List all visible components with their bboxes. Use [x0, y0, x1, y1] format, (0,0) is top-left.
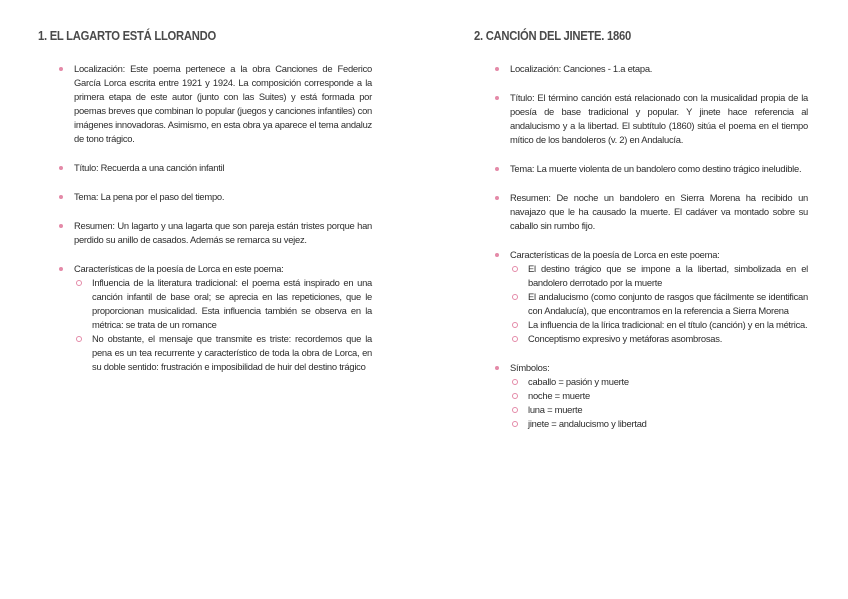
- sub-item-andalucismo: El andalucismo (como conjunto de rasgos que fácilmente se identifican con Andalucía), que encontramos en la referencia a Sierra Morena: [528, 291, 808, 316]
- left-column: [38, 28, 372, 389]
- symbol-luna: luna = muerte: [528, 403, 808, 417]
- section-title-lagarto: 1. EL LAGARTO ESTÁ LLORANDO: [38, 29, 216, 43]
- item-resumen: Resumen: De noche un bandolero en Sierra Morena ha recibido un navajazo que le ha causado la muerte. El cadáver va montado sobre su caballo sin rumbo fijo.: [510, 192, 808, 231]
- symbol-caballo: caballo = pasión y muerte: [528, 375, 808, 389]
- sub-item-conceptismo: Conceptismo expresivo y metáforas asombrosas.: [528, 332, 808, 346]
- bullet-list-jinete: [474, 62, 808, 431]
- item-tema: Tema: La pena por el paso del tiempo.: [74, 190, 372, 204]
- item-caracteristicas: [510, 248, 808, 346]
- item-tema: Tema: La muerte violenta de un bandolero como destino trágico ineludible.: [510, 162, 808, 176]
- sub-list-simbolos: [510, 375, 808, 431]
- item-localizacion: Localización: Canciones - 1.a etapa.: [510, 62, 808, 76]
- symbol-noche: noche = muerte: [528, 389, 808, 403]
- section-title-jinete: 2. CANCIÓN DEL JINETE. 1860: [474, 29, 631, 43]
- sub-item-influencia: Influencia de la literatura tradicional: el poema está inspirado en una canción infantil de base oral; se aprecia en las repeticiones, que le proporcionan musicalidad. Esta influencia también se observa en la métrica: se trata de un romance: [92, 277, 372, 330]
- caracteristicas-label: Características de la poesía de Lorca en este poema:: [510, 249, 720, 260]
- sub-item-mensaje: No obstante, el mensaje que transmite es triste: recordemos que la pena es un tea recurrente y característico de toda la obra de Lorca, en su doble sentido: frustración e imposibilidad de huir del destino trágico: [92, 333, 372, 372]
- sub-list-caracteristicas: [510, 262, 808, 346]
- item-resumen: Resumen: Un lagarto y una lagarta que son pareja están tristes porque han perdido su anillo de casados. Además se remarca su vejez.: [74, 220, 372, 245]
- item-caracteristicas: [74, 262, 372, 374]
- bullet-list-lagarto: [38, 62, 372, 374]
- item-simbolos: [510, 361, 808, 431]
- sub-list-caracteristicas: [74, 276, 372, 374]
- sub-item-lirica: La influencia de la lírica tradicional: en el título (canción) y en la métrica.: [528, 319, 808, 330]
- item-localizacion: Localización: Este poema pertenece a la obra Canciones de Federico García Lorca escrita entre 1921 y 1924. La composición corresponde a la primera etapa de este autor (junto con las Suites) y está formada por poemas breves que combinan lo popular (juegos y canciones infantiles) con imágenes innovadoras. Asimismo, en esta obra ya aparece el tema andaluz de tono trágico.: [74, 63, 372, 144]
- item-titulo: Título: Recuerda a una canción infantil: [74, 161, 372, 175]
- sub-item-destino: El destino trágico que se impone a la libertad, simbolizada en el bandolero derrotado por la muerte: [528, 263, 808, 288]
- right-column: [474, 28, 808, 446]
- item-titulo: Título: El término canción está relacionado con la musicalidad propia de la poesía de base tradicional y popular. Y jinete hace referencia al andalucismo y a la libertad. El subtítulo (1860) sitúa el poema en el tiempo mítico de los bandoleros (v. 2) en Andalucía.: [510, 92, 808, 145]
- symbol-jinete: jinete = andalucismo y libertad: [528, 417, 808, 431]
- simbolos-label: Símbolos:: [510, 362, 550, 373]
- caracteristicas-label: Características de la poesía de Lorca en este poema:: [74, 263, 284, 274]
